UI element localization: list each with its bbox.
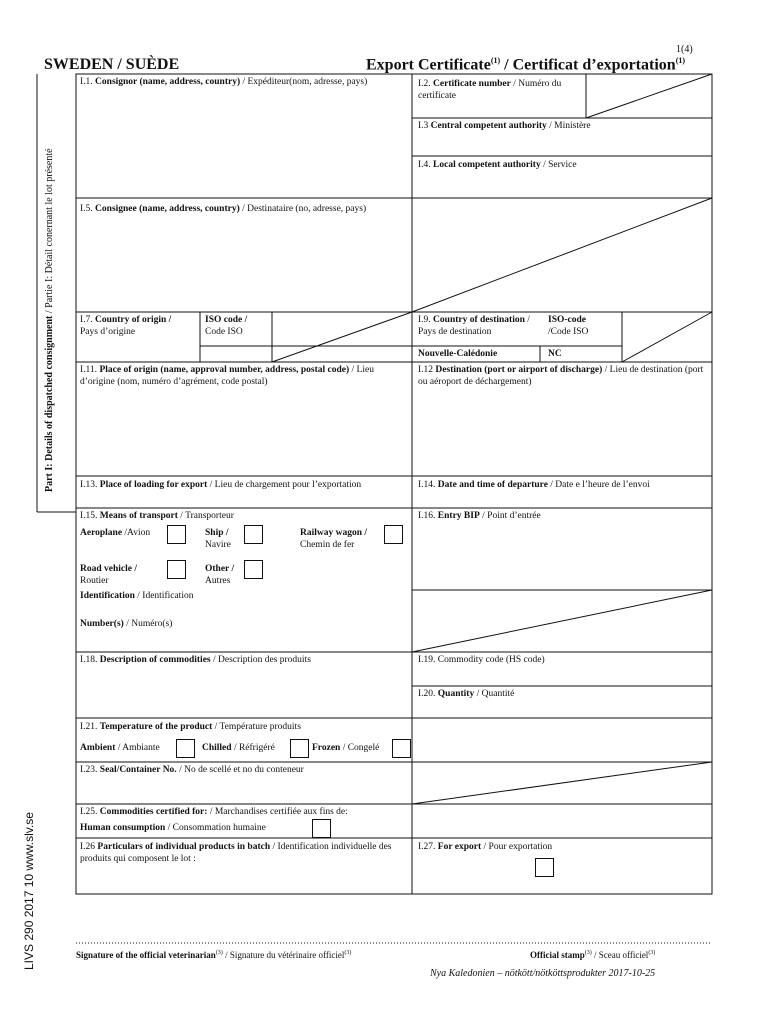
official-stamp-label: Official stamp$^{(3)}$ / Sceau officiel$^{(3)}$ xyxy=(530,950,656,960)
human-consumption-checkbox[interactable] xyxy=(312,819,331,838)
field-i3-central-authority[interactable]: I.3 Central competent authority / Ministère xyxy=(418,121,591,131)
field-i26-particulars[interactable]: I.26 Particulars of individual products in batch / Identification individuelle des produits qui composent le lot : xyxy=(80,842,392,864)
ship-checkbox[interactable] xyxy=(244,525,263,544)
frozen-checkbox[interactable] xyxy=(392,739,411,758)
human-consumption-label: Human consumption / Consommation humaine xyxy=(80,823,266,833)
field-i9-iso-code[interactable]: ISO-code /Code ISO xyxy=(548,315,589,337)
field-i20-quantity[interactable]: I.20. Quantity / Quantité xyxy=(418,689,515,699)
field-i9-country-destination[interactable]: I.9. Country of destination / Pays de destination xyxy=(418,315,530,337)
field-i7-country-origin[interactable]: I.7. Country of origin / Pays d’origine xyxy=(80,315,172,337)
field-i25-certified-for: I.25. Commodities certified for: / Marchandises certifiée aux fins de: xyxy=(80,807,348,817)
field-i18-description[interactable]: I.18. Description of commodities / Description des produits xyxy=(80,655,311,665)
identification-field[interactable]: Identification / Identification xyxy=(80,591,194,601)
part-one-side-label: Part I: Details of dispatched consignment / Partie I: Détail conernant le lot présenté xyxy=(44,148,55,492)
field-i23-seal-container[interactable]: I.23. Seal/Container No. / No de scellé et no du conteneur xyxy=(80,765,304,775)
form-code-vertical: LIVS 290 2017 10 www.slv.se xyxy=(22,812,36,970)
field-i12-destination[interactable]: I.12 Destination (port or airport of discharge) / Lieu de destination (port ou aéroport de déchargement) xyxy=(418,365,704,387)
chilled-label: Chilled / Réfrigéré xyxy=(202,743,275,753)
field-i27-for-export: I.27. For export / Pour exportation xyxy=(418,842,553,852)
field-i1-consignor[interactable]: I.1. Consignor (name, address, country) / Expéditeur(nom, adresse, pays) xyxy=(80,77,368,87)
page-title: Export Certificate$^{(1)}$ / Certificat d’exportation$^{(1)}$ xyxy=(366,56,686,74)
field-i11-place-of-origin[interactable]: I.11. Place of origin (name, approval number, address, postal code) / Lieu d’origine (nom, numéro d’agrément, code postal) xyxy=(80,365,374,387)
road-vehicle-label: Road vehicle / Routier xyxy=(80,564,137,586)
destination-country-value: Nouvelle-Calédonie xyxy=(418,349,498,359)
aeroplane-checkbox[interactable] xyxy=(167,525,186,544)
field-i4-local-authority[interactable]: I.4. Local competent authority / Service xyxy=(418,160,577,170)
other-transport-checkbox[interactable] xyxy=(244,560,263,579)
document-reference: Nya Kaledonien – nötkött/nötköttsprodukter 2017-10-25 xyxy=(430,968,656,979)
for-export-checkbox[interactable] xyxy=(535,858,554,877)
signature-label: Signature of the official veterinarian$^{(3)}$ / Signature du vétérinaire officiel$^{(3)}$ xyxy=(76,950,352,960)
ship-label: Ship / Navire xyxy=(205,528,231,550)
aeroplane-label: Aeroplane /Avion xyxy=(80,528,151,538)
ambient-label: Ambient / Ambiante xyxy=(80,743,160,753)
railway-checkbox[interactable] xyxy=(384,525,403,544)
chilled-checkbox[interactable] xyxy=(290,739,309,758)
numbers-field[interactable]: Number(s) / Numéro(s) xyxy=(80,619,173,629)
field-i7-iso-code[interactable]: ISO code / Code ISO xyxy=(205,315,248,337)
railway-label: Railway wagon / Chemin de fer xyxy=(300,528,368,550)
field-i14-departure[interactable]: I.14. Date and time of departure / Date e l’heure de l’envoi xyxy=(418,480,650,490)
road-vehicle-checkbox[interactable] xyxy=(167,560,186,579)
other-transport-label: Other / Autres xyxy=(205,564,235,586)
ambient-checkbox[interactable] xyxy=(176,739,195,758)
field-i16-entry-bip[interactable]: I.16. Entry BIP / Point d’entrée xyxy=(418,511,541,521)
destination-iso-value: NC xyxy=(548,349,562,359)
field-i13-place-of-loading[interactable]: I.13. Place of loading for export / Lieu de chargement pour l’exportation xyxy=(80,480,362,490)
field-i15-means-of-transport: I.15. Means of transport / Transporteur xyxy=(80,511,234,521)
page-number: 1(4) xyxy=(676,44,693,55)
field-i21-temperature: I.21. Temperature of the product / Température produits xyxy=(80,722,301,732)
field-i5-consignee[interactable]: I.5. Consignee (name, address, country) / Destinataire (no, adresse, pays) xyxy=(80,204,367,214)
country-title: SWEDEN / SUÈDE xyxy=(44,56,180,73)
frozen-label: Frozen / Congelé xyxy=(312,743,380,753)
field-i2-certificate-number[interactable]: I.2. Certificate number / Numéro du certificate xyxy=(418,79,562,101)
field-i19-commodity-code[interactable]: I.19. Commodity code (HS code) xyxy=(418,655,545,665)
